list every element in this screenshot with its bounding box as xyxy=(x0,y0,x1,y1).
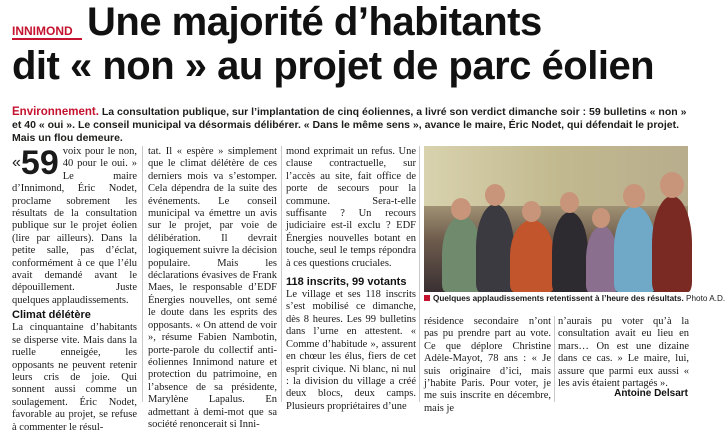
drop-number: 59 xyxy=(20,144,59,182)
headline-line-2: dit « non » au projet de parc éolien xyxy=(12,44,655,88)
opening-quote-mark: « xyxy=(12,154,21,171)
photo-person xyxy=(476,204,514,292)
photo-wall xyxy=(424,146,688,206)
photo-head xyxy=(485,184,505,206)
photo-head xyxy=(592,208,610,228)
column-1-paragraph-1: voix pour le non, 40 pour le oui. » Le maire d’Innimond, Éric Nodet, proclame sobrement les résultats de la consultation publique sur le projet éolien (lire par ailleurs). Dans la petite salle, pas d’éclat, conformément à ce que l’élu avait demandé avant le dépouillement. Juste quelques applaudissements. xyxy=(12,146,137,306)
column-divider xyxy=(281,146,282,402)
headline-line-1: Une majorité d’habitants xyxy=(87,0,542,44)
photo-person xyxy=(510,220,554,292)
headline xyxy=(12,0,700,88)
caption-marker-icon xyxy=(424,295,430,301)
column-divider xyxy=(142,146,143,402)
photo-head xyxy=(451,198,471,220)
article-intro xyxy=(12,106,688,145)
kicker-location: INNIMOND xyxy=(12,24,82,40)
author-byline: Antoine Delsart xyxy=(614,388,688,399)
photo-person xyxy=(614,206,656,292)
intro-text: La consultation publique, sur l’implantation de cinq éoliennes, a livré son verdict dimanche soir : 59 bulletins « non » et 40 « oui ». Le conseil municipal va désormais délibérer. « Dans le même sens », avance le maire, Éric Nodet, qui défendait le projet. Mais un flou demeure. xyxy=(12,106,687,144)
column-5-paragraph: n’aurais pu voter qu’à la consultation avait eu lieu en mars… On est une dizaine dans ce cas. » Le maire, lui, assure que parmi eux aussi « les avis étaient partagés ». xyxy=(558,316,689,390)
meeting-photo xyxy=(424,146,688,292)
rubric-label: Environnement. xyxy=(12,106,99,118)
photo-person xyxy=(552,212,588,292)
column-1-paragraph-2: La cinquantaine d’habitants se disperse vite. Mais dans la ruelle enneigée, les opposants ne peuvent retenir leurs cris de joie. Qui sonnent aussi comme un soulagement. Éric Nodet, favorable au projet, se refuse à commenter le résul- xyxy=(12,322,137,433)
photo-head xyxy=(623,184,645,208)
subhead-climat: Climat délétère xyxy=(12,309,91,322)
article-column-1 xyxy=(12,144,137,433)
photo-person xyxy=(652,196,692,292)
photo-head xyxy=(522,201,541,222)
photo-caption xyxy=(424,294,725,304)
photo-head xyxy=(560,192,579,213)
column-divider xyxy=(419,146,420,402)
column-divider xyxy=(554,316,555,402)
column-3-paragraph-2: Le village et ses 118 inscrits s’est mobilisé ce dimanche, dès 8 heures. Les 99 bulletins dans l’urne en attestent. « Comme d’habitude », assurent en chœur les élus, fiers de cet esprit civique. Ni blanc, ni nul : la division du village a créé deux blocs, deux camps. Plusieurs propriétaires d’une xyxy=(286,289,416,412)
photo-credit: Photo A.D. xyxy=(686,294,725,303)
column-4-paragraph: résidence secondaire n’ont pas pu prendre part au vote. Ce que déplore Christine Adèle-Mayot, 78 ans : « Je suis originaire d’ici, mais j’habite Paris. Pour voter, je me suis inscrite en décembre, mais je xyxy=(424,316,551,414)
photo-head xyxy=(660,172,684,198)
column-3-paragraph-1: mond exprimait un refus. Une clause contractuelle, sur l’accès au site, fait office de porte de secours pour la commune. Sera-t-elle suffisante ? Un recours judiciaire est-il exclu ? EDF Énergies nouvelles botant en touche, seul le temps répondra à ces questions cruciales. xyxy=(286,146,416,269)
drop-quote xyxy=(12,144,59,182)
subhead-inscrits: 118 inscrits, 99 votants xyxy=(286,276,407,289)
article-column-3 xyxy=(286,146,416,412)
article-column-4 xyxy=(424,316,551,414)
article-column-2 xyxy=(148,146,277,430)
caption-text: Quelques applaudissements retentissent à l’heure des résultats. xyxy=(433,294,684,303)
column-2-paragraph: tat. Il « espère » simplement que le climat délétère de ces derniers mois va s’estomper. Cela dépendra de la suite des événements. Le conseil municipal va émettre un avis sur le projet, par voie de délibération. Il devrait logiquement suivre la décision populaire. Mais les déclarations évasives de Frank Maes, le responsable d’EDF Énergies nouvelles, ont semé le doute dans les esprits des opposants. « On attend de voir », résume Fabien Nambotin, porte-parole du collectif anti-éoliennes Innimond nature et protection du patrimoine, en l’absence de sa présidente, Marylène Lapalus. En admettant à demi-mot que sa société renoncerait si Inni- xyxy=(148,146,277,430)
